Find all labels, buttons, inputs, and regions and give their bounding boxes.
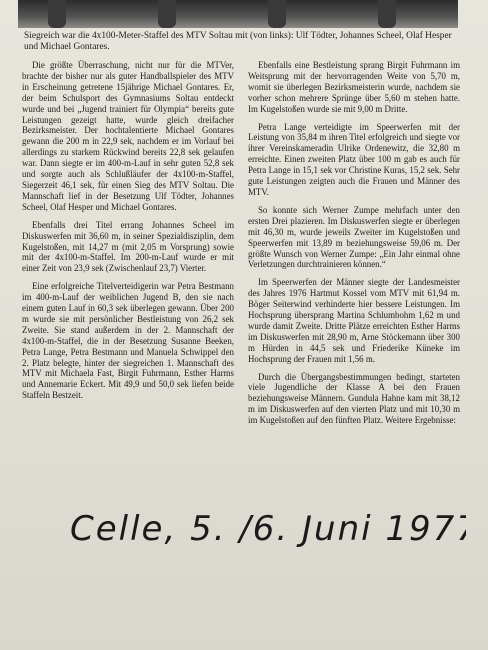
paragraph: Im Speerwerfen der Männer siegte der Landesmeister des Jahres 1976 Hartmut Kossel vom MTV mit 61,94 m. Böger Seiterwind verhinderte hier bessere Leistungen. Im Hochsprung übersprang Martina Schlumbohm 1,62 m und wurde damit Zweite. Dritte Plätze erreichten Esther Harms im Diskuswerfen mit 28,90 m, Arne Stöckemann über 300 m Hürden in 44,5 sek und Friederike Küneke im Hochsprung der Frauen mit 1,56 m. (248, 277, 460, 364)
article-column-right (248, 60, 460, 433)
article-column-left (22, 60, 234, 408)
paragraph: Die größte Überraschung, nicht nur für die MTVer, brachte der bisher nur als guter Handballspieler des MTV in Erscheinung getretene 15jährige Michael Gontares. Er, der beim Schulsport des Gymnasiums Soltau entdeckt wurde und bei „Jugend trainiert für Olympia“ bereits gute Leistungen gezeigt hatte, wurde gleich dreifacher Bezirksmeister. Der hochtalentierte Michael Gontares gewann die 200 m in 22,9 sek, nachdem er im Vorlauf bei allerdings zu starkem Rückwind bereits 22,8 sek gelaufen war. Dann siegte er im 400-m-Lauf in sehr guten 52,8 sek und sorgte auch als Schlußläufer der 4x100-m-Staffel, Siegerzeit 46,1 sek, für einen Sieg des MTV Soltau. Die Mannschaft lief in der Besetzung Ulf Tödter, Johannes Scheel, Olaf Hesper und Michael Gontares. (22, 60, 234, 212)
team-photo (18, 0, 458, 28)
paragraph: So konnte sich Werner Zumpe mehrfach unter den ersten Drei plazieren. Im Diskuswerfen siegte er überlegen mit 46,30 m, wurde jeweils Zweiter im Kugelstoßen und Speerwerfen mit 13,89 m beziehungsweise 59,06 m. Der größte Wunsch von Werner Zumpe: „Ein Jahr einmal ohne Verletzungen durchtrainieren können.“ (248, 204, 460, 270)
handwritten-date-text: Celle, 5. /6. Juni 1977 (70, 509, 466, 549)
handwritten-date-note (66, 488, 466, 568)
paragraph: Ebenfalls drei Titel errang Johannes Scheel im Diskuswerfen mit 36,60 m, in seiner Spezialdisziplin, dem Kugelstoßen, mit 14,27 m (mit 2,05 m Vorsprung) sowie mit der 4x100-m-Staffel. Im 200-m-Lauf wurde er mit einer Zeit von 23,9 sek (Zwischenlauf 23,7) Vierter. (22, 219, 234, 274)
paragraph: Durch die Übergangsbestimmungen bedingt, starteten viele Jugendliche der Klasse A bei den Frauen beziehungsweise Männern. Gundula Hahne kam mit 38,12 m im Diskuswerfen auf den vierten Platz und mit 10,30 m im Kugelstoßen auf den fünften Platz. Weitere Ergebnisse: (248, 371, 460, 426)
paragraph: Ebenfalls eine Bestleistung sprang Birgit Fuhrmann im Weitsprung mit der hervorragenden Weite von 5,70 m, womit sie überlegen Bezirksmeisterin wurde, nachdem sie vorher schon mehrere Sprünge über 5,60 m stehen hatte. Im Kugelstoßen wurde sie mit 9,00 m Dritte. (248, 60, 460, 114)
paragraph: Petra Lange verteidigte im Speerwerfen mit der Leistung von 35,84 m ihren Titel erfolgreich und siegte vor ihrer Vereinskameradin Ulrike Ordenewitz, die 32,80 m erreichte. Einen zweiten Platz über 100 m gab es auch für Petra Lange in 15,1 sek vor Christine Kuras, 15,2 sek. Sehr gute Leistungen zeigten auch die Frauen und Männer des MTV. (248, 121, 460, 197)
paragraph: Eine erfolgreiche Titelverteidigerin war Petra Bestmann im 400-m-Lauf der weiblichen Jugend B, den sie nach einem guten Lauf in 60,3 sek überlegen gewann. Über 200 m wurde sie mit persönlicher Bestleistung von 26,2 sek Zweite. Sie stand außerdem in der 2. Mannschaft der 4x100-m-Staffel, die in der Besetzung Susanne Beeken, Petra Lange, Petra Bestmann und Manuela Schwippel den 2. Platz belegte, hinter der siegreichen 1. Mannschaft des MTV mit Michaela Fast, Birgit Fuhrmann, Esther Harms und Annemarie Eckert. Mit 49,9 und 50,0 sek liefen beide Staffeln Bestzeit. (22, 281, 234, 401)
photo-caption: Siegreich war die 4x100-Meter-Staffel des MTV Soltau mit (von links): Ulf Tödter, Johannes Scheel, Olaf Hesper und Michael Gontares. (24, 31, 452, 52)
